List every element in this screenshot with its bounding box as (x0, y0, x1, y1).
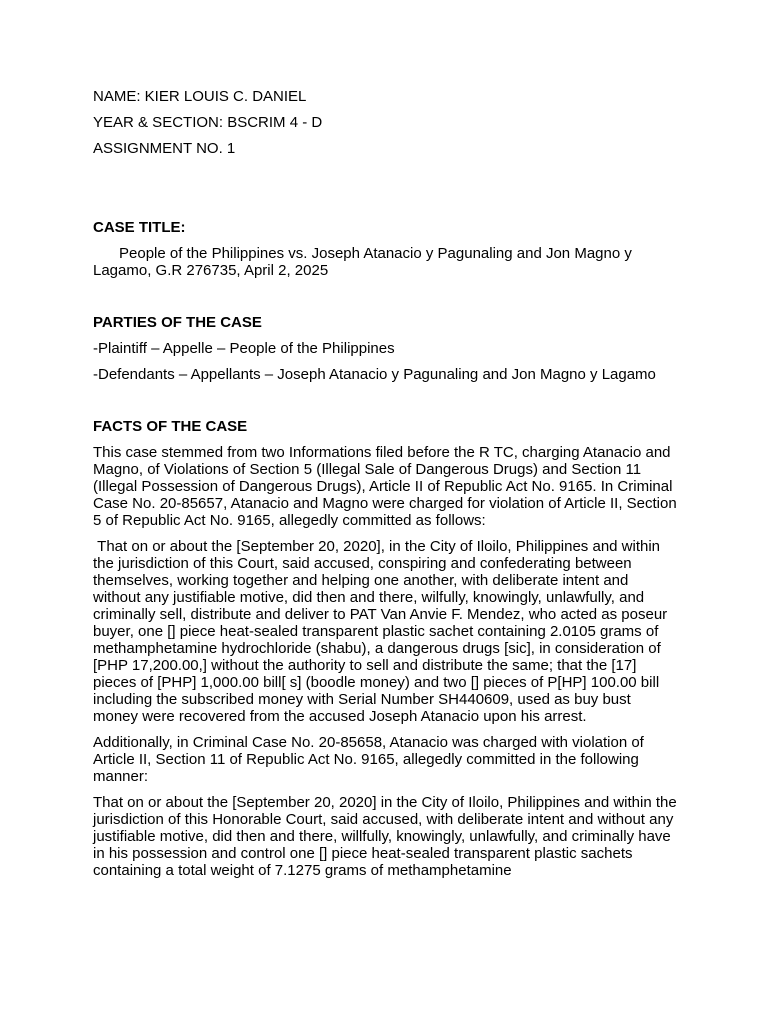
facts-paragraph: That on or about the [September 20, 2020], in the City of Iloilo, Philippines and within the jurisdiction of this Court, said accused, conspiring and confederating between themselves, working together and helping one another, with deliberate intent and without any justifiable motive, did then and there, wilfully, knowingly, unlawfully, and criminally sell, distribute and deliver to PAT Van Anvie F. Mendez, who acted as poseur buyer, one [] piece heat-sealed transparent plastic sachet containing 2.0105 grams of methamphetamine hydrochloride (shabu), a dangerous drugs [sic], in consideration of [PHP 17,200.00,] without the authority to sell and distribute the same; that the [17] pieces of [PHP] 1,000.00 bill[ s] (boodle money) and two [] pieces of P[HP] 100.00 bill including the subscribed money with Serial Number SH440609, used as buy bust money were recovered from the accused Joseph Atanacio upon his arrest. (93, 538, 672, 725)
parties-heading: PARTIES OF THE CASE (93, 314, 262, 331)
defendants-line: -Defendants – Appellants – Joseph Atanacio y Pagunaling and Jon Magno y Lagamo (93, 366, 656, 383)
student-name: NAME: KIER LOUIS C. DANIEL (93, 88, 307, 105)
facts-paragraph: This case stemmed from two Informations filed before the R TC, charging Atanacio and Magno, of Violations of Section 5 (Illegal Sale of Dangerous Drugs) and Section 11 (Illegal Possession of Dangerous Drugs), Article II of Republic Act No. 9165. In Criminal Case No. 20-85657, Atanacio and Magno were charged for violation of Article II, Section 5 of Republic Act No. 9165, allegedly committed as follows: (93, 444, 677, 529)
facts-heading: FACTS OF THE CASE (93, 418, 248, 435)
facts-paragraph: Additionally, in Criminal Case No. 20-85658, Atanacio was charged with violation of Article II, Section 11 of Republic Act No. 9165, allegedly committed in the following manner: (93, 734, 644, 785)
plaintiff-line: -Plaintiff – Appelle – People of the Philippines (93, 340, 395, 357)
case-title-heading: CASE TITLE: (93, 219, 186, 236)
document-body (93, 88, 678, 888)
facts-paragraph: That on or about the [September 20, 2020] in the City of Iloilo, Philippines and within the jurisdiction of this Honorable Court, said accused, with deliberate intent and without any justifiable motive, did then and there, willfully, knowingly, unlawfully, and criminally have in his possession and control one [] piece heat-sealed transparent plastic sachets containing a total weight of 7.1275 grams of methamphetamine (93, 794, 677, 879)
case-title-text: People of the Philippines vs. Joseph Atanacio y Pagunaling and Jon Magno y Lagamo, G.R 276735, April 2, 2025 (93, 245, 632, 279)
assignment-number: ASSIGNMENT NO. 1 (93, 140, 236, 157)
year-section: YEAR & SECTION: BSCRIM 4 - D (93, 114, 323, 131)
